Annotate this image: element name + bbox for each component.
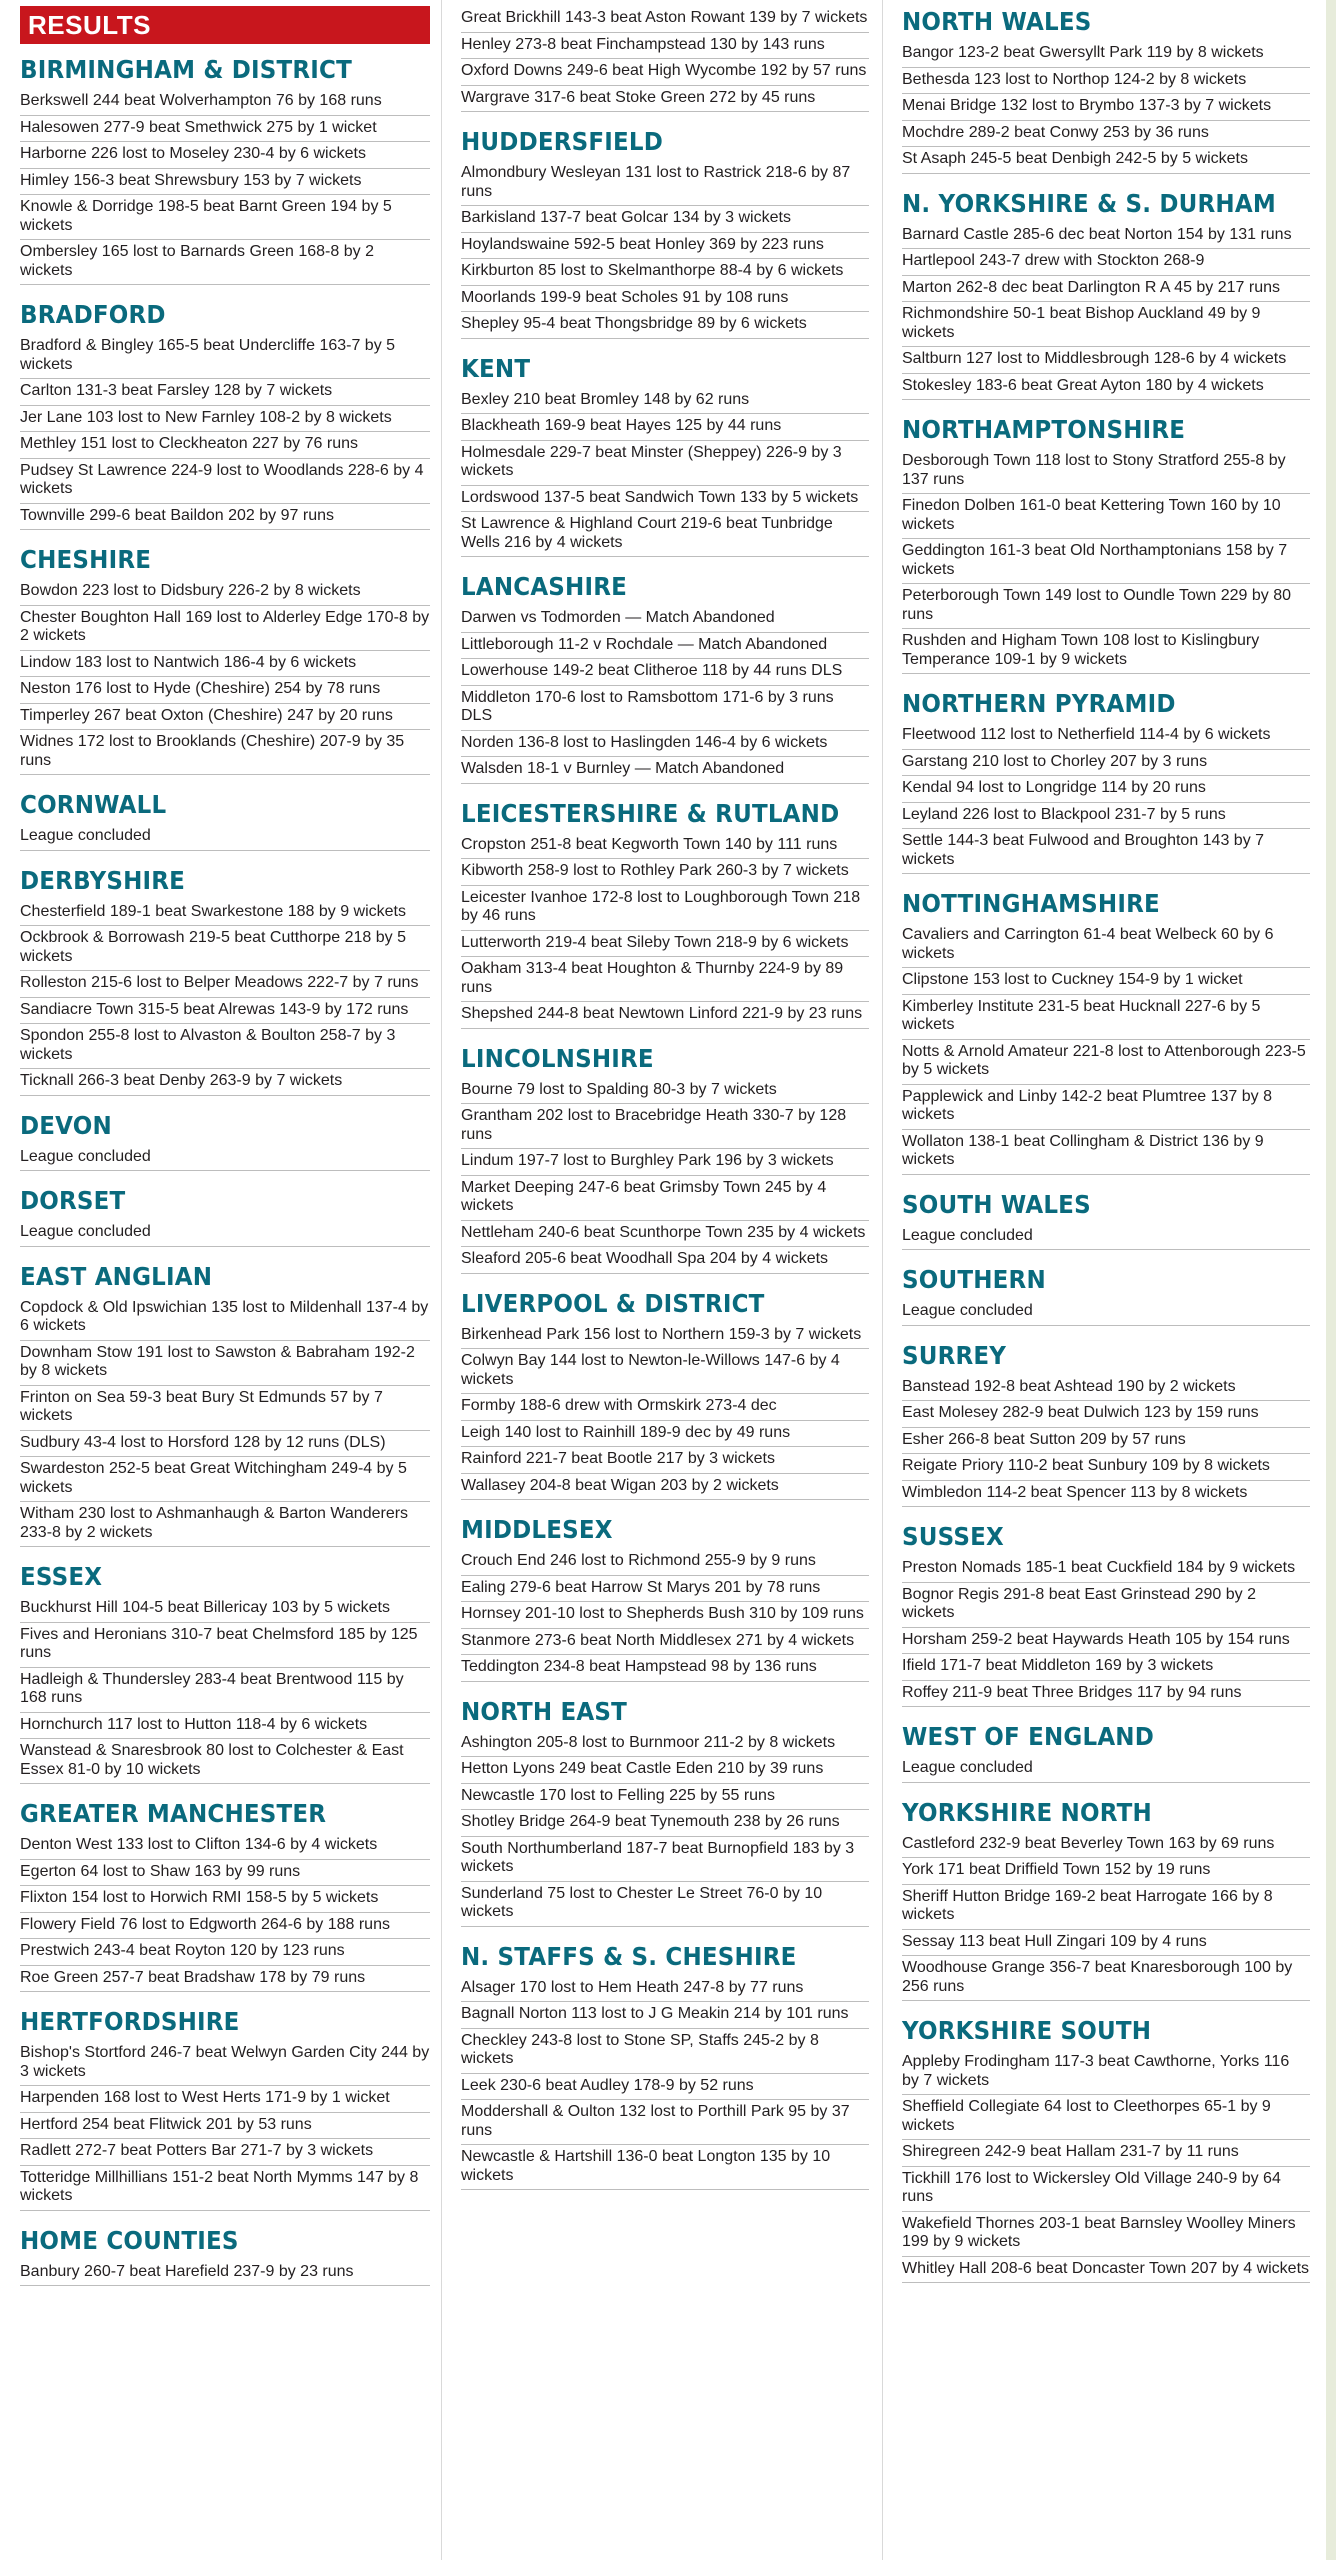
league-heading: BRADFORD <box>20 300 166 329</box>
match-result: Stanmore 273-6 beat North Middlesex 271 by 4 wickets <box>461 1629 869 1656</box>
match-result: Shiregreen 242-9 beat Hallam 231-7 by 11 runs <box>902 2140 1310 2167</box>
match-result: Richmondshire 50-1 beat Bishop Auckland 49 by 9 wickets <box>902 302 1310 347</box>
match-result: Papplewick and Linby 142-2 beat Plumtree 137 by 8 wickets <box>902 1085 1310 1130</box>
match-result: Walsden 18-1 v Burnley — Match Abandoned <box>461 757 869 784</box>
match-result: Holmesdale 229-7 beat Minster (Sheppey) 226-9 by 3 wickets <box>461 441 869 486</box>
match-result: Stokesley 183-6 beat Great Ayton 180 by 4 wickets <box>902 374 1310 401</box>
match-result: Settle 144-3 beat Fulwood and Broughton 143 by 7 wickets <box>902 829 1310 874</box>
match-result: Wanstead & Snaresbrook 80 lost to Colchester & East Essex 81-0 by 10 wickets <box>20 1739 430 1784</box>
match-result: Woodhouse Grange 356-7 beat Knaresborough 100 by 256 runs <box>902 1956 1310 2001</box>
column-divider <box>441 0 442 2560</box>
league-section <box>20 1798 430 1992</box>
match-result: St Lawrence & Highland Court 219-6 beat Tunbridge Wells 216 by 4 wickets <box>461 512 869 557</box>
match-result: Barkisland 137-7 beat Golcar 134 by 3 wickets <box>461 206 869 233</box>
match-result: Mochdre 289-2 beat Conwy 253 by 36 runs <box>902 121 1310 148</box>
match-result: Esher 266-8 beat Sutton 209 by 57 runs <box>902 1428 1310 1455</box>
match-result: Wallasey 204-8 beat Wigan 203 by 2 wickets <box>461 1474 869 1501</box>
match-result: St Asaph 245-5 beat Denbigh 242-5 by 5 wickets <box>902 147 1310 174</box>
league-status: League concluded <box>902 1224 1310 1251</box>
league-heading: GREATER MANCHESTER <box>20 1799 327 1828</box>
match-result: Birkenhead Park 156 lost to Northern 159-3 by 7 wickets <box>461 1323 869 1350</box>
match-result: Rushden and Higham Town 108 lost to Kislingbury Temperance 109-1 by 9 wickets <box>902 629 1310 674</box>
match-result: Saltburn 127 lost to Middlesbrough 128-6 by 4 wickets <box>902 347 1310 374</box>
match-result: Crouch End 246 lost to Richmond 255-9 by 9 runs <box>461 1549 869 1576</box>
match-result: Methley 151 lost to Cleckheaton 227 by 76 runs <box>20 432 430 459</box>
match-result: Copdock & Old Ipswichian 135 lost to Mildenhall 137-4 by 6 wickets <box>20 1296 430 1341</box>
league-heading: HERTFORDSHIRE <box>20 2007 240 2036</box>
match-result: Hadleigh & Thundersley 283-4 beat Brentwood 115 by 168 runs <box>20 1668 430 1713</box>
match-result: Bowdon 223 lost to Didsbury 226-2 by 8 wickets <box>20 579 430 606</box>
match-result: Appleby Frodingham 117-3 beat Cawthorne, Yorks 116 by 7 wickets <box>902 2050 1310 2095</box>
match-result: Roe Green 257-7 beat Bradshaw 178 by 79 runs <box>20 1966 430 1993</box>
match-result: Fives and Heronians 310-7 beat Chelmsford 185 by 125 runs <box>20 1623 430 1668</box>
match-result: Sudbury 43-4 lost to Horsford 128 by 12 runs (DLS) <box>20 1431 430 1458</box>
league-heading: N. STAFFS & S. CHESHIRE <box>461 1941 797 1971</box>
match-result: Nettleham 240-6 beat Scunthorpe Town 235 by 4 wickets <box>461 1221 869 1248</box>
match-result: Reigate Priory 110-2 beat Sunbury 109 by 8 wickets <box>902 1454 1310 1481</box>
match-result: Wimbledon 114-2 beat Spencer 113 by 8 wickets <box>902 1481 1310 1508</box>
match-result: Egerton 64 lost to Shaw 163 by 99 runs <box>20 1860 430 1887</box>
match-result: Banstead 192-8 beat Ashtead 190 by 2 wickets <box>902 1375 1310 1402</box>
league-section <box>902 188 1310 401</box>
league-heading: YORKSHIRE SOUTH <box>902 2016 1152 2045</box>
league-section <box>20 54 430 285</box>
league-heading: LINCOLNSHIRE <box>461 1043 654 1073</box>
match-result: Ticknall 266-3 beat Denby 263-9 by 7 wickets <box>20 1069 430 1096</box>
league-section <box>461 6 869 112</box>
league-section <box>20 1110 430 1172</box>
match-result: Littleborough 11-2 v Rochdale — Match Abandoned <box>461 633 869 660</box>
match-result: Blackheath 169-9 beat Hayes 125 by 44 runs <box>461 414 869 441</box>
match-result: Finedon Dolben 161-0 beat Kettering Town 160 by 10 wickets <box>902 494 1310 539</box>
league-section <box>20 865 430 1096</box>
match-result: Wakefield Thornes 203-1 beat Barnsley Woolley Miners 199 by 9 wickets <box>902 2212 1310 2257</box>
league-heading: MIDDLESEX <box>461 1515 613 1544</box>
match-result: Kirkburton 85 lost to Skelmanthorpe 88-4 by 6 wickets <box>461 259 869 286</box>
league-section <box>461 1941 869 2191</box>
match-result: Newcastle 170 lost to Felling 225 by 55 runs <box>461 1784 869 1811</box>
match-result: Darwen vs Todmorden — Match Abandoned <box>461 606 869 633</box>
league-heading: DORSET <box>20 1186 126 1215</box>
match-result: Jer Lane 103 lost to New Farnley 108-2 by 8 wickets <box>20 406 430 433</box>
match-result: Fleetwood 112 lost to Netherfield 114-4 by 6 wickets <box>902 723 1310 750</box>
match-result: Moddershall & Oulton 132 lost to Porthill Park 95 by 37 runs <box>461 2100 869 2145</box>
column-divider <box>882 0 883 2560</box>
match-result: Leek 230-6 beat Audley 178-9 by 52 runs <box>461 2074 869 2101</box>
league-heading: DERBYSHIRE <box>20 865 186 895</box>
league-section <box>20 2225 430 2287</box>
league-section <box>461 1514 869 1682</box>
match-result: Oxford Downs 249-6 beat High Wycombe 192 by 57 runs <box>461 59 869 86</box>
match-result: Bishop's Stortford 246-7 beat Welwyn Garden City 244 by 3 wickets <box>20 2041 430 2086</box>
match-result: Sheffield Collegiate 64 lost to Cleethorpes 65-1 by 9 wickets <box>902 2095 1310 2140</box>
match-result: Alsager 170 lost to Hem Heath 247-8 by 77 runs <box>461 1976 869 2003</box>
page-edge-strip <box>1326 0 1336 2560</box>
match-result: Lindum 197-7 lost to Burghley Park 196 by 3 wickets <box>461 1149 869 1176</box>
match-result: Castleford 232-9 beat Beverley Town 163 by 69 runs <box>902 1832 1310 1859</box>
match-result: Henley 273-8 beat Finchampstead 130 by 143 runs <box>461 33 869 60</box>
match-result: Tickhill 176 lost to Wickersley Old Village 240-9 by 64 runs <box>902 2167 1310 2212</box>
match-result: Preston Nomads 185-1 beat Cuckfield 184 by 9 wickets <box>902 1556 1310 1583</box>
match-result: Bangor 123-2 beat Gwersyllt Park 119 by 8 wickets <box>902 41 1310 68</box>
league-status: League concluded <box>20 1220 430 1247</box>
match-result: Cropston 251-8 beat Kegworth Town 140 by 111 runs <box>461 833 869 860</box>
match-result: Rainford 221-7 beat Bootle 217 by 3 wickets <box>461 1447 869 1474</box>
match-result: Neston 176 lost to Hyde (Cheshire) 254 by 78 runs <box>20 677 430 704</box>
match-result: Townville 299-6 beat Baildon 202 by 97 runs <box>20 504 430 531</box>
match-result: Clipstone 153 lost to Cuckney 154-9 by 1 wicket <box>902 968 1310 995</box>
match-result: Widnes 172 lost to Brooklands (Cheshire) 207-9 by 35 runs <box>20 730 430 775</box>
league-section <box>461 126 869 339</box>
league-section <box>20 299 430 530</box>
match-result: Bethesda 123 lost to Northop 124-2 by 8 wickets <box>902 68 1310 95</box>
match-result: Frinton on Sea 59-3 beat Bury St Edmunds 57 by 7 wickets <box>20 1386 430 1431</box>
league-section <box>902 1264 1310 1326</box>
league-section <box>461 571 869 784</box>
match-result: Kendal 94 lost to Longridge 114 by 20 runs <box>902 776 1310 803</box>
match-result: Buckhurst Hill 104-5 beat Billericay 103 by 5 wickets <box>20 1596 430 1623</box>
match-result: Garstang 210 lost to Chorley 207 by 3 runs <box>902 750 1310 777</box>
league-heading: NORTHAMPTONSHIRE <box>902 415 1186 444</box>
match-result: Pudsey St Lawrence 224-9 lost to Woodlands 228-6 by 4 wickets <box>20 459 430 504</box>
league-section <box>902 1521 1310 1707</box>
match-result: Oakham 313-4 beat Houghton & Thurnby 224-9 by 89 runs <box>461 957 869 1002</box>
match-result: Hertford 254 beat Flitwick 201 by 53 runs <box>20 2113 430 2140</box>
match-result: Norden 136-8 lost to Haslingden 146-4 by 6 wickets <box>461 731 869 758</box>
match-result: Colwyn Bay 144 lost to Newton-le-Willows 147-6 by 4 wickets <box>461 1349 869 1394</box>
match-result: Leicester Ivanhoe 172-8 lost to Loughborough Town 218 by 46 runs <box>461 886 869 931</box>
match-result: Ombersley 165 lost to Barnards Green 168-8 by 2 wickets <box>20 240 430 285</box>
match-result: Market Deeping 247-6 beat Grimsby Town 245 by 4 wickets <box>461 1176 869 1221</box>
match-result: Sheriff Hutton Bridge 169-2 beat Harrogate 166 by 8 wickets <box>902 1885 1310 1930</box>
match-result: Roffey 211-9 beat Three Bridges 117 by 94 runs <box>902 1681 1310 1708</box>
match-result: Hornsey 201-10 lost to Shepherds Bush 310 by 109 runs <box>461 1602 869 1629</box>
match-result: Hetton Lyons 249 beat Castle Eden 210 by 39 runs <box>461 1757 869 1784</box>
match-result: Sessay 113 beat Hull Zingari 109 by 4 runs <box>902 1930 1310 1957</box>
league-heading: NORTH EAST <box>461 1696 628 1726</box>
match-result: Spondon 255-8 lost to Alvaston & Boulton 258-7 by 3 wickets <box>20 1024 430 1069</box>
match-result: Chesterfield 189-1 beat Swarkestone 188 by 9 wickets <box>20 900 430 927</box>
match-result: Middleton 170-6 lost to Ramsbottom 171-6 by 3 runs DLS <box>461 686 869 731</box>
match-result: Cavaliers and Carrington 61-4 beat Welbeck 60 by 6 wickets <box>902 923 1310 968</box>
match-result: Totteridge Millhillians 151-2 beat North Mymms 147 by 8 wickets <box>20 2166 430 2211</box>
match-result: Horsham 259-2 beat Haywards Heath 105 by 154 runs <box>902 1628 1310 1655</box>
league-heading: WEST OF ENGLAND <box>902 1722 1155 1751</box>
league-heading: KENT <box>461 353 531 383</box>
match-result: Knowle & Dorridge 198-5 beat Barnt Green 194 by 5 wickets <box>20 195 430 240</box>
match-result: Witham 230 lost to Ashmanhaugh & Barton Wanderers 233-8 by 2 wickets <box>20 1502 430 1547</box>
match-result: Geddington 161-3 beat Old Northamptonians 158 by 7 wickets <box>902 539 1310 584</box>
match-result: Menai Bridge 132 lost to Brymbo 137-3 by 7 wickets <box>902 94 1310 121</box>
league-section <box>461 1288 869 1501</box>
match-result: Flixton 154 lost to Horwich RMI 158-5 by 5 wickets <box>20 1886 430 1913</box>
column-1 <box>20 6 430 2300</box>
league-section <box>902 6 1310 174</box>
league-heading: SOUTH WALES <box>902 1189 1091 1219</box>
league-status: League concluded <box>20 824 430 851</box>
match-result: Almondbury Wesleyan 131 lost to Rastrick 218-6 by 87 runs <box>461 161 869 206</box>
match-result: Prestwich 243-4 beat Royton 120 by 123 runs <box>20 1939 430 1966</box>
match-result: Marton 262-8 dec beat Darlington R A 45 by 217 runs <box>902 276 1310 303</box>
league-heading: CHESHIRE <box>20 545 152 574</box>
league-heading: DEVON <box>20 1110 112 1140</box>
match-result: Chester Boughton Hall 169 lost to Alderley Edge 170-8 by 2 wickets <box>20 606 430 651</box>
match-result: Ealing 279-6 beat Harrow St Marys 201 by 78 runs <box>461 1576 869 1603</box>
league-heading: NORTH WALES <box>902 7 1092 36</box>
match-result: Lindow 183 lost to Nantwich 186-4 by 6 wickets <box>20 651 430 678</box>
match-result: Kibworth 258-9 lost to Rothley Park 260-3 by 7 wickets <box>461 859 869 886</box>
league-heading: BIRMINGHAM & DISTRICT <box>20 55 352 84</box>
match-result: Lordswood 137-5 beat Sandwich Town 133 by 5 wickets <box>461 486 869 513</box>
match-result: Great Brickhill 143-3 beat Aston Rowant 139 by 7 wickets <box>461 6 869 33</box>
league-heading: HUDDERSFIELD <box>461 127 664 156</box>
league-status: League concluded <box>20 1145 430 1172</box>
league-heading: NOTTINGHAMSHIRE <box>902 889 1160 918</box>
league-section <box>20 789 430 851</box>
league-heading: LEICESTERSHIRE & RUTLAND <box>461 798 840 828</box>
league-section <box>20 1261 430 1548</box>
match-result: Wollaton 138-1 beat Collingham & District 136 by 9 wickets <box>902 1130 1310 1175</box>
league-section <box>461 1043 869 1274</box>
match-result: Ifield 171-7 beat Middleton 169 by 3 wickets <box>902 1654 1310 1681</box>
match-result: Shepley 95-4 beat Thongsbridge 89 by 6 wickets <box>461 312 869 339</box>
match-result: Sleaford 205-6 beat Woodhall Spa 204 by 4 wickets <box>461 1247 869 1274</box>
league-section <box>902 1340 1310 1508</box>
league-section <box>461 353 869 558</box>
league-heading: NORTHERN PYRAMID <box>902 689 1176 718</box>
league-section <box>902 1721 1310 1783</box>
league-section <box>902 688 1310 874</box>
match-result: Harpenden 168 lost to West Herts 171-9 by 1 wicket <box>20 2086 430 2113</box>
match-result: Leigh 140 lost to Rainhill 189-9 dec by 49 runs <box>461 1421 869 1448</box>
league-section <box>902 1189 1310 1251</box>
match-result: Halesowen 277-9 beat Smethwick 275 by 1 wicket <box>20 116 430 143</box>
match-result: Sunderland 75 lost to Chester Le Street 76-0 by 10 wickets <box>461 1882 869 1927</box>
match-result: Whitley Hall 208-6 beat Doncaster Town 207 by 4 wickets <box>902 2257 1310 2284</box>
match-result: Berkswell 244 beat Wolverhampton 76 by 168 runs <box>20 89 430 116</box>
match-result: Wargrave 317-6 beat Stoke Green 272 by 45 runs <box>461 86 869 113</box>
match-result: Bognor Regis 291-8 beat East Grinstead 290 by 2 wickets <box>902 1583 1310 1628</box>
match-result: Newcastle & Hartshill 136-0 beat Longton 135 by 10 wickets <box>461 2145 869 2190</box>
match-result: Rolleston 215-6 lost to Belper Meadows 222-7 by 7 runs <box>20 971 430 998</box>
match-result: Desborough Town 118 lost to Stony Stratford 255-8 by 137 runs <box>902 449 1310 494</box>
match-result: Ockbrook & Borrowash 219-5 beat Cutthorpe 218 by 5 wickets <box>20 926 430 971</box>
match-result: Lowerhouse 149-2 beat Clitheroe 118 by 44 runs DLS <box>461 659 869 686</box>
league-section <box>461 798 869 1029</box>
match-result: Denton West 133 lost to Clifton 134-6 by 4 wickets <box>20 1833 430 1860</box>
league-heading: LIVERPOOL & DISTRICT <box>461 1288 765 1318</box>
league-section <box>902 414 1310 674</box>
match-result: Hartlepool 243-7 drew with Stockton 268-9 <box>902 249 1310 276</box>
match-result: Ashington 205-8 lost to Burnmoor 211-2 by 8 wickets <box>461 1731 869 1758</box>
match-result: Flowery Field 76 lost to Edgworth 264-6 by 188 runs <box>20 1913 430 1940</box>
match-result: Notts & Arnold Amateur 221-8 lost to Attenborough 223-5 by 5 wickets <box>902 1040 1310 1085</box>
match-result: Sandiacre Town 315-5 beat Alrewas 143-9 by 172 runs <box>20 998 430 1025</box>
match-result: Bexley 210 beat Bromley 148 by 62 runs <box>461 388 869 415</box>
match-result: Carlton 131-3 beat Farsley 128 by 7 wickets <box>20 379 430 406</box>
league-section <box>20 544 430 775</box>
match-result: York 171 beat Driffield Town 152 by 19 runs <box>902 1858 1310 1885</box>
match-result: Bagnall Norton 113 lost to J G Meakin 214 by 101 runs <box>461 2002 869 2029</box>
league-heading: YORKSHIRE NORTH <box>902 1797 1152 1827</box>
match-result: Downham Stow 191 lost to Sawston & Babraham 192-2 by 8 wickets <box>20 1341 430 1386</box>
match-result: Shotley Bridge 264-9 beat Tynemouth 238 by 26 runs <box>461 1810 869 1837</box>
league-heading: N. YORKSHIRE & S. DURHAM <box>902 188 1276 218</box>
league-heading: HOME COUNTIES <box>20 2225 239 2255</box>
match-result: Moorlands 199-9 beat Scholes 91 by 108 runs <box>461 286 869 313</box>
match-result: Teddington 234-8 beat Hampstead 98 by 136 runs <box>461 1655 869 1682</box>
match-result: Timperley 267 beat Oxton (Cheshire) 247 by 20 runs <box>20 704 430 731</box>
league-section <box>902 888 1310 1175</box>
match-result: Leyland 226 lost to Blackpool 231-7 by 5 runs <box>902 803 1310 830</box>
league-heading: SOUTHERN <box>902 1265 1046 1294</box>
column-2 <box>461 6 869 2204</box>
match-result: Grantham 202 lost to Bracebridge Heath 330-7 by 128 runs <box>461 1104 869 1149</box>
match-result: Banbury 260-7 beat Harefield 237-9 by 23 runs <box>20 2260 430 2287</box>
match-result: Barnard Castle 285-6 dec beat Norton 154 by 131 runs <box>902 223 1310 250</box>
league-section <box>20 2006 430 2211</box>
match-result: Hoylandswaine 592-5 beat Honley 369 by 223 runs <box>461 233 869 260</box>
league-section <box>902 2015 1310 2283</box>
league-section <box>902 1797 1310 2002</box>
match-result: Bourne 79 lost to Spalding 80-3 by 7 wickets <box>461 1078 869 1105</box>
match-result: Hornchurch 117 lost to Hutton 118-4 by 6 wickets <box>20 1713 430 1740</box>
match-result: Radlett 272-7 beat Potters Bar 271-7 by 3 wickets <box>20 2139 430 2166</box>
league-heading: SUSSEX <box>902 1522 1004 1551</box>
match-result: Checkley 243-8 lost to Stone SP, Staffs 245-2 by 8 wickets <box>461 2029 869 2074</box>
league-heading: ESSEX <box>20 1562 103 1591</box>
match-result: Shepshed 244-8 beat Newtown Linford 221-9 by 23 runs <box>461 1002 869 1029</box>
results-banner: RESULTS <box>20 6 430 44</box>
match-result: Himley 156-3 beat Shrewsbury 153 by 7 wickets <box>20 169 430 196</box>
match-result: Kimberley Institute 231-5 beat Hucknall 227-6 by 5 wickets <box>902 995 1310 1040</box>
league-section <box>20 1561 430 1784</box>
league-heading: SURREY <box>902 1340 1007 1370</box>
league-heading: LANCASHIRE <box>461 572 628 601</box>
match-result: Bradford & Bingley 165-5 beat Undercliffe 163-7 by 5 wickets <box>20 334 430 379</box>
match-result: Harborne 226 lost to Moseley 230-4 by 6 wickets <box>20 142 430 169</box>
match-result: South Northumberland 187-7 beat Burnopfield 183 by 3 wickets <box>461 1837 869 1882</box>
league-status: League concluded <box>902 1756 1310 1783</box>
column-3 <box>902 6 1310 2297</box>
league-status: League concluded <box>902 1299 1310 1326</box>
league-section <box>461 1696 869 1927</box>
match-result: East Molesey 282-9 beat Dulwich 123 by 159 runs <box>902 1401 1310 1428</box>
match-result: Swardeston 252-5 beat Great Witchingham 249-4 by 5 wickets <box>20 1457 430 1502</box>
match-result: Lutterworth 219-4 beat Sileby Town 218-9 by 6 wickets <box>461 931 869 958</box>
league-heading: CORNWALL <box>20 790 167 819</box>
match-result: Peterborough Town 149 lost to Oundle Town 229 by 80 runs <box>902 584 1310 629</box>
match-result: Formby 188-6 drew with Ormskirk 273-4 dec <box>461 1394 869 1421</box>
league-heading: EAST ANGLIAN <box>20 1261 213 1291</box>
league-section <box>20 1185 430 1247</box>
